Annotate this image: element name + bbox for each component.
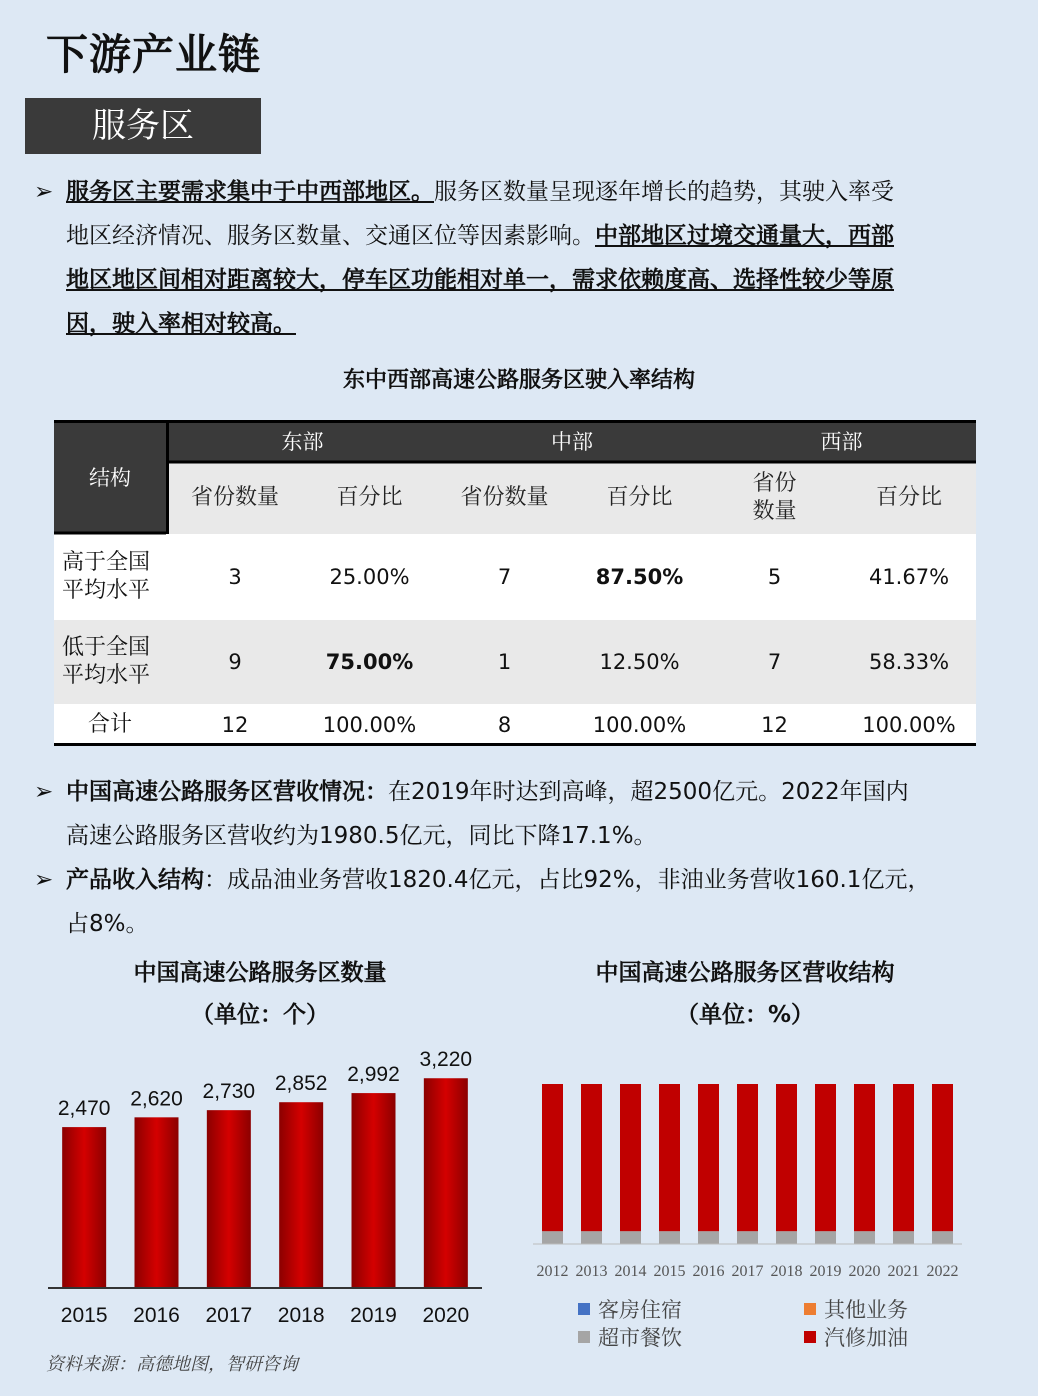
x-tick-label: 2019 (809, 1263, 842, 1280)
table-row-label: 高于全国 平均水平 (62, 550, 151, 603)
bar-2018 (279, 1102, 323, 1288)
bullet-arrow-icon: ➢ (34, 867, 54, 893)
x-tick-label: 2018 (277, 1304, 325, 1327)
table-cell: 9 (228, 650, 242, 674)
paragraph-line (66, 902, 930, 946)
revenue-chart-unit: （单位：%） (675, 1002, 815, 1028)
bar-segment-2022 (932, 1231, 953, 1244)
x-tick-label: 2020 (422, 1304, 470, 1327)
bar-value-label: 2,992 (347, 1063, 400, 1087)
x-tick-label: 2017 (205, 1304, 253, 1327)
table-cell: 12.50% (599, 650, 680, 674)
bar-2016 (135, 1117, 179, 1288)
x-tick-label: 2020 (848, 1263, 881, 1280)
bar-2020 (424, 1078, 468, 1288)
legend-item (578, 1322, 682, 1352)
text-segment: 服务区数量呈现逐年增长的趋势，其驶入率受 (434, 179, 894, 205)
bar-segment-2016 (698, 1084, 719, 1231)
table-cell: 7 (497, 565, 512, 589)
table-cell: 3 (228, 565, 242, 589)
legend-label: 汽修加油 (824, 1326, 908, 1350)
legend-item (804, 1294, 908, 1324)
bar-segment-2020 (854, 1084, 875, 1231)
section-tag: 服务区 (25, 98, 261, 154)
source-note: 资料来源：高德地图，智研咨询 (46, 1354, 298, 1375)
table-cell: 41.67% (868, 565, 950, 589)
text-segment: 地区经济情况、服务区数量、交通区位等因素影响。 (66, 223, 595, 249)
bar-segment-2012 (542, 1231, 563, 1244)
table-subheader: 百分比 (606, 485, 673, 510)
table-cell: 100.00% (862, 713, 956, 737)
paragraph-line (66, 770, 909, 814)
text-segment: 地区地区间相对距离较大，停车区功能相对单一，需求依赖度高、选择性较少等原 (66, 267, 894, 293)
table-row-label: 低于全国 平均水平 (62, 635, 151, 688)
bar-segment-2016 (698, 1231, 719, 1244)
paragraph-line (66, 302, 894, 346)
bar-value-label: 2,620 (130, 1087, 183, 1111)
table-row-label: 合计 (87, 712, 132, 737)
bar-segment-2014 (620, 1231, 641, 1244)
bar-segment-2018 (776, 1231, 797, 1244)
paragraph-revenue (66, 770, 909, 858)
x-tick-label: 2019 (350, 1304, 397, 1327)
legend-swatch (804, 1303, 816, 1315)
text-segment: 在2019年时达到高峰，超2500亿元。2022年国内 (388, 779, 909, 805)
bar-segment-2013 (581, 1231, 602, 1244)
table-subheader: 百分比 (336, 485, 403, 510)
paragraph-line (66, 858, 930, 902)
paragraph-service-area-demand (66, 170, 894, 346)
text-segment: 占8%。 (66, 911, 149, 937)
bar-value-label: 3,220 (419, 1048, 473, 1072)
bullet-arrow-icon: ➢ (34, 179, 54, 205)
x-tick-label: 2022 (926, 1263, 959, 1280)
x-tick-label: 2015 (60, 1304, 108, 1327)
x-tick-label: 2014 (614, 1263, 647, 1280)
table-subheader: 省份数量 (190, 485, 279, 510)
table-cell: 5 (767, 565, 782, 589)
revenue-structure-chart (525, 1070, 970, 1290)
x-tick-label: 2015 (653, 1263, 686, 1280)
legend-swatch (578, 1331, 590, 1343)
legend-item (578, 1294, 682, 1324)
x-tick-label: 2013 (575, 1263, 608, 1280)
text-segment: 高速公路服务区营收约为1980.5亿元，同比下降17.1%。 (66, 823, 657, 849)
paragraph-line (66, 258, 894, 302)
bar-segment-2017 (737, 1084, 758, 1231)
bar-segment-2014 (620, 1084, 641, 1231)
table-header-structure: 结构 (89, 466, 131, 490)
text-segment: 中国高速公路服务区营收情况： (66, 779, 388, 805)
bar-value-label: 2,852 (274, 1072, 328, 1096)
bar-segment-2020 (854, 1231, 875, 1244)
table-cell: 58.33% (868, 650, 950, 674)
table-cell: 25.00% (329, 565, 410, 589)
x-tick-label: 2018 (770, 1263, 803, 1280)
x-tick-label: 2016 (133, 1304, 180, 1327)
table-cell: 8 (497, 713, 512, 737)
bar-segment-2017 (737, 1231, 758, 1244)
table-subheader: 省份 数量 (752, 471, 797, 524)
table-subheader: 百分比 (875, 485, 942, 510)
bar-2015 (62, 1127, 106, 1288)
bar-value-label: 2,730 (202, 1080, 256, 1104)
x-tick-label: 2016 (692, 1263, 725, 1280)
bar-segment-2021 (893, 1231, 914, 1244)
legend-label: 客房住宿 (598, 1298, 682, 1322)
table-cell: 75.00% (325, 650, 414, 674)
table-cell: 12 (221, 713, 249, 737)
table-cell: 87.50% (595, 565, 684, 589)
paragraph-line (66, 814, 909, 858)
page-title: 下游产业链 (46, 30, 262, 79)
entry-rate-table (54, 420, 976, 746)
count-chart-title: 中国高速公路服务区数量 (133, 960, 387, 986)
x-tick-label: 2017 (731, 1263, 764, 1280)
paragraph-revenue-structure (66, 858, 930, 946)
bar-segment-2015 (659, 1231, 680, 1244)
bar-segment-2013 (581, 1084, 602, 1231)
table-cell: 7 (767, 650, 782, 674)
bar-2017 (207, 1110, 251, 1288)
bar-segment-2012 (542, 1084, 563, 1231)
legend-label: 超市餐饮 (598, 1326, 682, 1350)
x-tick-label: 2012 (536, 1263, 569, 1280)
table-title: 东中西部高速公路服务区驶入率结构 (342, 368, 695, 393)
bar-2019 (352, 1093, 396, 1288)
table-header-east: 东部 (281, 430, 324, 454)
x-tick-label: 2021 (887, 1263, 920, 1280)
bar-segment-2019 (815, 1231, 836, 1244)
bar-segment-2022 (932, 1084, 953, 1231)
legend-swatch (578, 1303, 590, 1315)
bar-segment-2018 (776, 1084, 797, 1231)
bar-segment-2021 (893, 1084, 914, 1231)
legend-swatch (804, 1331, 816, 1343)
bullet-arrow-icon: ➢ (34, 779, 54, 805)
table-cell: 12 (761, 713, 788, 737)
text-segment: ：成品油业务营收1820.4亿元，占比92%，非油业务营收160.1亿元， (204, 867, 931, 893)
text-segment: 服务区主要需求集中于中西部地区。 (66, 179, 434, 205)
count-chart-unit: （单位：个） (191, 1002, 329, 1028)
table-cell: 100.00% (592, 713, 687, 737)
revenue-chart-title: 中国高速公路服务区营收结构 (595, 960, 895, 986)
table-subheader: 省份数量 (460, 485, 549, 510)
text-segment: 因，驶入率相对较高。 (66, 311, 296, 337)
table-header-central: 中部 (551, 430, 593, 454)
table-header-west: 西部 (820, 430, 863, 454)
text-segment: 中部地区过境交通量大，西部 (595, 223, 894, 249)
paragraph-line (66, 170, 894, 214)
text-segment: 产品收入结构 (66, 867, 204, 893)
bar-segment-2019 (815, 1084, 836, 1231)
bar-value-label: 2,470 (57, 1097, 111, 1121)
legend-label: 其他业务 (824, 1298, 908, 1322)
service-area-count-chart (40, 1040, 490, 1340)
bar-segment-2015 (659, 1084, 680, 1231)
legend-item (804, 1322, 908, 1352)
table-cell: 1 (497, 650, 512, 674)
table-cell: 100.00% (322, 713, 417, 737)
paragraph-line (66, 214, 894, 258)
